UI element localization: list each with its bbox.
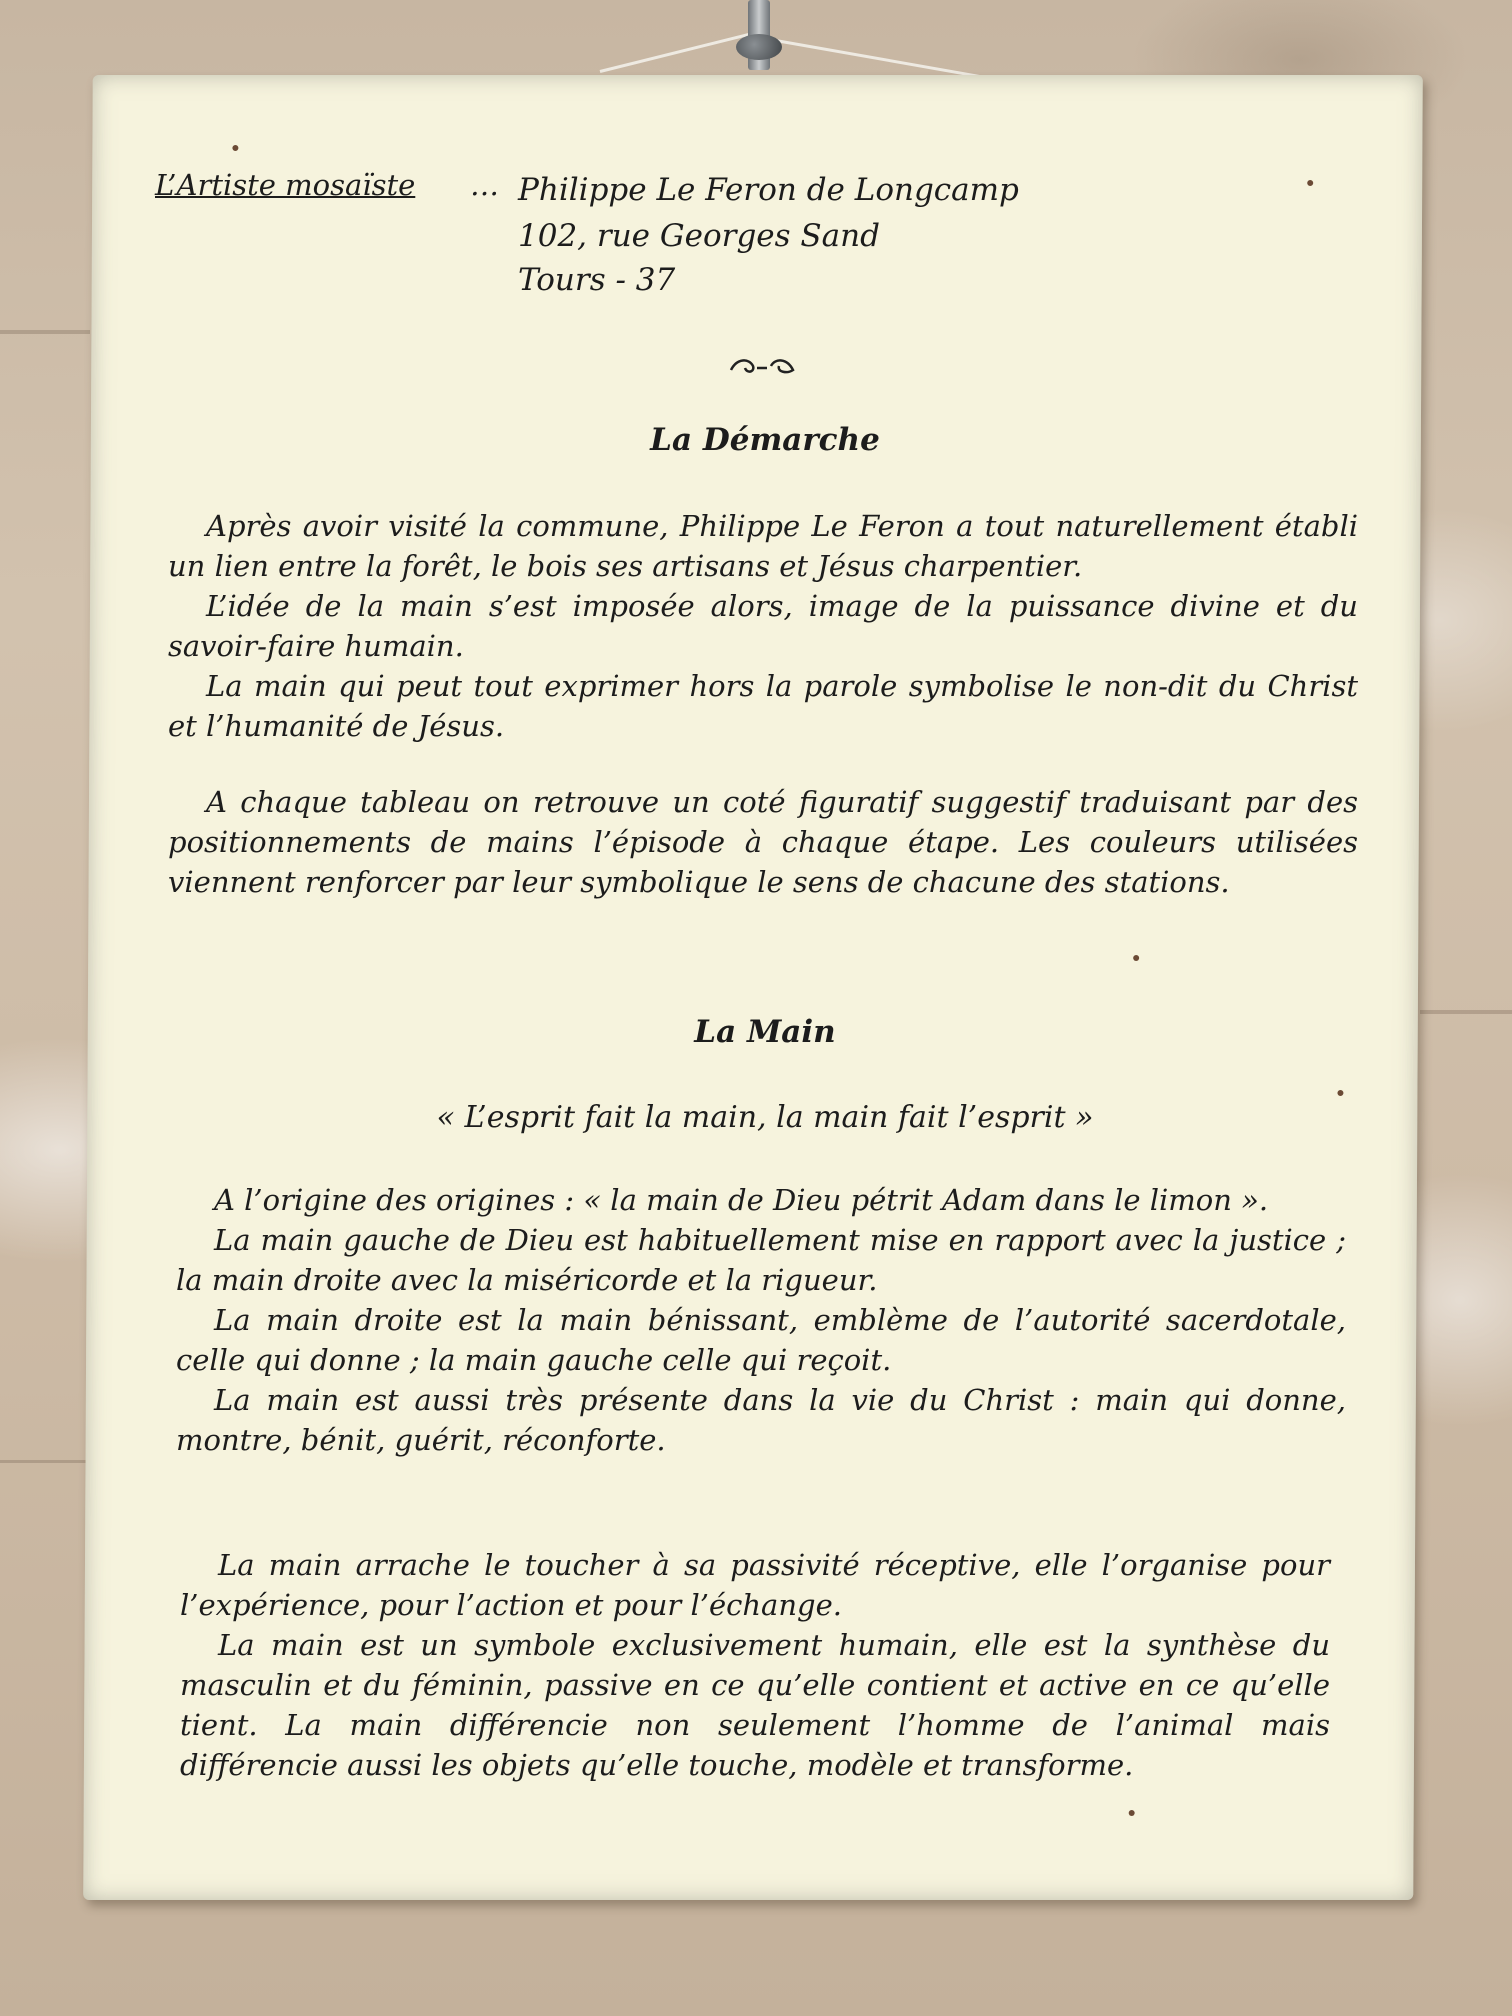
demarche-line: L’idée de la main s’est imposée alors, image de la puissance divine et du savoir-faire humain. <box>168 589 1358 663</box>
artist-street: 102, rue Georges Sand <box>518 218 880 254</box>
main-line: La main arrache le toucher à sa passivité réceptive, elle l’organise pour l’expérience, pour l’action et pour l’échange. <box>180 1548 1330 1622</box>
main-line: La main est un symbole exclusivement humain, elle est la synthèse du masculin et du féminin, passive en ce qu’elle contient et active en ce qu’elle tient. La main différencie non seulement l’homme de l’animal mais différencie aussi les objets qu’elle touche, modèle et transforme. <box>180 1628 1330 1782</box>
artist-city: Tours - 37 <box>518 262 676 298</box>
wall-crack <box>0 330 90 334</box>
artist-label-dots: … <box>470 168 499 202</box>
main-line: La main droite est la main bénissant, emblème de l’autorité sacerdotale, celle qui donne ; la main gauche celle qui reçoit. <box>176 1303 1346 1377</box>
section-title-demarche: La Démarche <box>650 422 880 458</box>
hanging-string <box>600 31 756 73</box>
speck <box>1129 1810 1135 1816</box>
main-line: A l’origine des origines : « la main de Dieu pétrit Adam dans le limon ». <box>214 1183 1269 1217</box>
nail-head <box>736 34 782 60</box>
speck <box>1133 955 1139 961</box>
speck <box>1337 1090 1343 1096</box>
main-quote: « L’esprit fait la main, la main fait l’esprit » <box>436 1100 1094 1135</box>
demarche-paragraph-2 <box>168 782 1358 902</box>
section-title-main: La Main <box>694 1014 836 1050</box>
wall-crack <box>0 1460 90 1463</box>
ornament-icon <box>727 352 797 382</box>
wall-crack <box>1420 1010 1512 1014</box>
artist-label: L’Artiste mosaïste <box>155 168 416 202</box>
main-line: La main est aussi très présente dans la vie du Christ : main qui donne, montre, bénit, guérit, réconforte. <box>176 1383 1346 1457</box>
artist-name: Philippe Le Feron de Longcamp <box>518 172 1019 208</box>
speck <box>1307 180 1313 186</box>
demarche-line: La main qui peut tout exprimer hors la parole symbolise le non-dit du Christ et l’humanité de Jésus. <box>168 669 1358 743</box>
speck <box>232 145 238 151</box>
demarche-paragraph-1 <box>168 506 1358 746</box>
demarche-line: A chaque tableau on retrouve un coté figuratif suggestif traduisant par des positionnements de mains l’épisode à chaque étape. Les couleurs utilisées viennent renforcer par leur symbolique le sens de chacune des stations. <box>168 785 1358 899</box>
demarche-line: Après avoir visité la commune, Philippe Le Feron a tout naturellement établi un lien entre la forêt, le bois ses artisans et Jésus charpentier. <box>168 509 1358 583</box>
main-paragraph-1 <box>176 1180 1346 1460</box>
main-paragraph-2 <box>180 1545 1330 1785</box>
main-line: La main gauche de Dieu est habituellement mise en rapport avec la justice ; la main droite avec la miséricorde et la rigueur. <box>176 1223 1346 1297</box>
